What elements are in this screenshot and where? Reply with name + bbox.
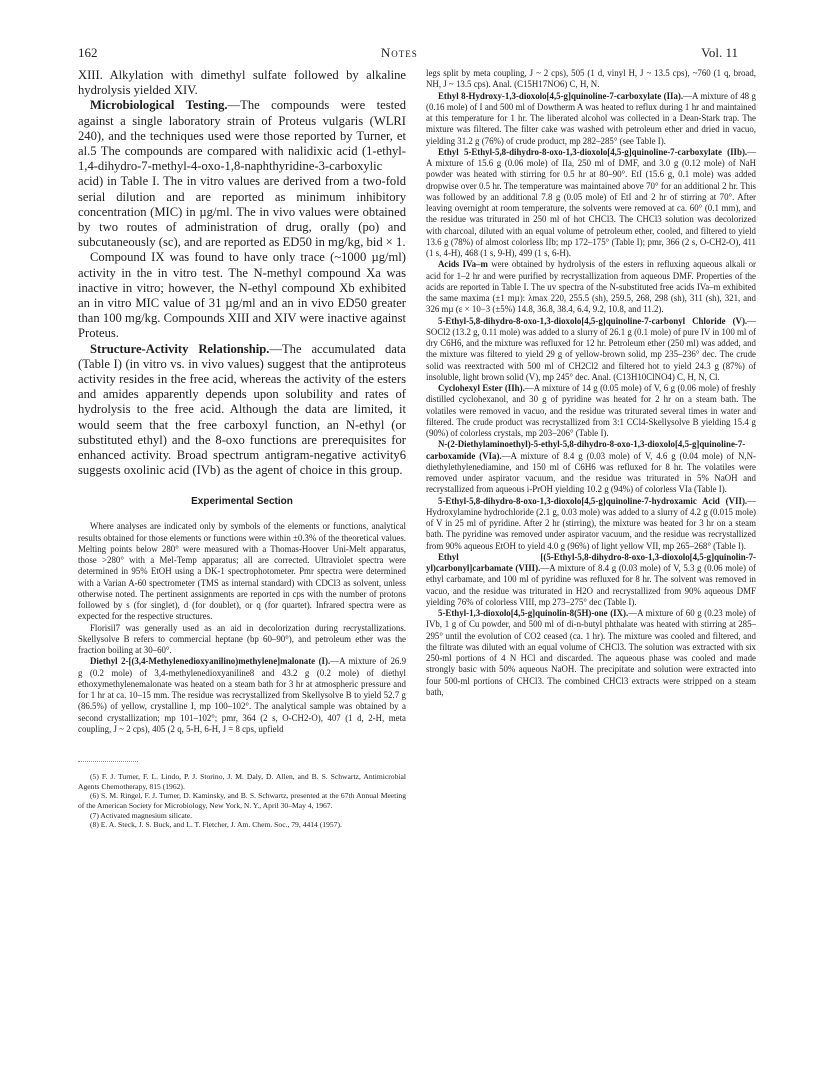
carbamate-body: —A mixture of 8.4 g (0.03 mole) of V, 5.3 g (0.06 mole) of ethyl carbamate, and 100 ml of pyridine was refluxed for 8 hr. The solvent was removed in vacuo, and the residue was triturated in H2O and recrystallized from 90% aqueous DMF yielding 76% of colorless VIII, mp 273–275° dec (Table I). xyxy=(426,563,756,607)
microbiological-testing-paragraph xyxy=(78,98,406,250)
ester-iib-paragraph xyxy=(426,147,756,260)
acids-paragraph xyxy=(426,259,756,315)
carbonyl-chloride-heading: 5-Ethyl-5,8-dihydro-8-oxo-1,3-dioxolo[4,5-g]quinoline-7-carbonyl Chloride (V). xyxy=(438,315,748,326)
carbamate-paragraph xyxy=(426,552,756,608)
diethyl-malonate-paragraph xyxy=(78,656,406,735)
volume-label: Vol. 11 xyxy=(701,45,738,60)
experimental-section-title: Experimental Section xyxy=(191,496,293,508)
acids-heading: Acids IVa–m xyxy=(438,259,488,270)
journal-section: Notes xyxy=(380,45,418,60)
hydroxamic-acid-paragraph xyxy=(426,496,756,552)
cyclohexyl-ester-paragraph xyxy=(426,383,756,439)
microbio-body: —The compounds were tested against a single laboratory strain of Proteus vulgaris (WLRI 240), and the techniques used were those reported by Turner, et al.5 The compounds are compared with nalidixic acid (1-ethyl-1,4-dihydro-7-methyl-4-oxo-1,8-naphthyridine-3-carboxylic acid) in Table I. The in vitro values are derived from a two-fold serial dilution and are reported as minimum inhibitory concentration (MIC) in µg/ml. The in vivo values were obtained by two routes of administration of drug, orally (po) and subcutaneously (sc), and are reported as ED50 in mg/kg, bid × 1. xyxy=(78,98,406,250)
sar-body: —The accumulated data (Table I) (in vitro vs. in vivo values) suggest that the antiproteus activity resides in the free acid, whereas the activity of the esters and amides apparently depends upon solubility and rates of hydrolysis to the free acid. Although the data are limited, it would seem that the free carboxyl function, an N-ethyl (or substituted ethyl) and the 8-oxo functions are prerequisites for enhanced activity. Broad spectrum antigram-negative activity6 suggests oxolinic acid (IVb) as the agent of choice in this group. xyxy=(78,341,406,478)
diethyl-body: —A mixture of 26.9 g (0.2 mole) of 3,4-methylenedioxyaniline8 and 43.2 g (0.2 mole) of diethyl ethoxymethylenemalonate was heated on a steam bath for 3 hr at atmospheric pressure and for 1 hr at ca. 10–15 mm. The residue was recrystallized from Skellysolve B to yield 52.7 g (86.5%) of yellow, crystalline I, mp 100–102°. The analytical sample was obtained by a second crystallization; mp 101–102°; pmr, 364 (2 s, O-CH2-O), 407 (1 d, 2-H, meta coupling, J ~ 2 cps), 405 (2 q, 5-H, 6-H, J = 8 cps, upfield xyxy=(78,656,407,734)
experimental-paragraph-2: Florisil7 was generally used as an aid in decolorization during recrystallizations. Skellysolve B refers to commercial heptane (bp 60–90°), and petroleum ether was the fraction boiling at 30–60°. xyxy=(78,622,406,656)
carbamate-heading: Ethyl [(5-Ethyl-5,8-dihydro-8-oxo-1,3-dioxolo[4,5-g]quinolin-7-yl)carbonyl]carbamate (VIII). xyxy=(426,551,756,573)
intro-paragraph: XIII. Alkylation with dimethyl sulfate followed by alkaline hydrolysis yielded XIV. xyxy=(78,68,406,98)
footnote-6: (6) S. M. Ringel, F. J. Turner, D. Kaminsky, and B. S. Schwartz, presented at the 67th Annual Meeting of the American Society for Microbiology, New York, N. Y., April 30–May 4, 1967. xyxy=(78,791,406,811)
sar-heading: Structure-Activity Relationship. xyxy=(90,341,270,356)
quinolinone-heading: 5-Ethyl-1,3-dioxolo[4,5-g]quinolin-8(5H)-one (IX). xyxy=(438,608,629,618)
quinolinone-body: —A mixture of 60 g (0.23 mole) of IVb, 1 g of Cu powder, and 500 ml of di-n-butyl phthalate was heated with stirring at 285–295° until the evolution of CO2 ceased (ca. 1 hr). The mixture was cooled and filtered, and the filtrate was diluted with an equal volume of CHCl3. The solution was extracted with six 250-ml portions of 4 N HCl and discarded. The aqueous phase was cooled and made strongly basic with 50% aqueous NaOH. The precipitate and solution were extracted into four 500-ml portions of CHCl3. The combined CHCl3 extracts were stripped on a steam bath, xyxy=(426,608,756,697)
footnote-divider xyxy=(78,761,138,762)
right-column xyxy=(426,68,756,698)
left-column xyxy=(78,68,406,830)
cyclohexyl-ester-heading: Cyclohexyl Ester (IIh). xyxy=(438,383,525,393)
ester-iia-heading: Ethyl 8-Hydroxy-1,3-dioxolo[4,5-g]quinoline-7-carboxylate (IIa). xyxy=(438,90,684,101)
experimental-paragraph-1: Where analyses are indicated only by symbols of the elements or functions, analytical results obtained for those elements or functions were within ±0.3% of the theoretical values. Melting points below 280° were measured with a Thomas-Hoover Uni-Melt apparatus, those >280° with a Mel-Temp apparatus; all are corrected. Ultraviolet spectra were determined in 95% EtOH using a DK-1 spectrophotometer. Pmr spectra were determined with a Varian A-60 spectrometer (TMS as internal standard) with CDCl3 as solvent, unless otherwise noted. The pertinent assignments are reported in cps with the number of protons followed by s (for singlet), d (for doublet), or q (for quartet). Infrared spectra were as expected for the respective structures. xyxy=(78,521,406,622)
hydroxamic-acid-body: —Hydroxylamine hydrochloride (2.1 g, 0.03 mole) was added to a slurry of 4.2 g (0.015 mole) of V in 25 ml of pyridine. After 2 hr (stirring), the mixture was heated for 3 hr on a steam bath. The pyridine was removed under aspirator vacuum, and the residue was recrystallized from 90% aqueous EtOH to yield 4.0 g (96%) of light yellow VII, mp 265–268° (Table I). xyxy=(426,495,756,551)
cyclohexyl-ester-body: —A mixture of 14 g (0.05 mole) of V, 6 g (0.06 mole) of freshly distilled cyclohexanol, and 30 g of pyridine was heated for 2 hr on a steam bath. The volatiles were removed in vacuo, and the residue was triturated several times in water and filtered. The crude product was recrystallized from 3:1 CCl4-Skellysolve B yielding 15.4 g (90%) of colorless crystals, mp 203–206° (Table I). xyxy=(426,383,756,438)
ester-iia-body: —A mixture of 48 g (0.16 mole) of I and 500 ml of Dowtherm A was heated to reflux during 1 hr and maintained at this temperature for 1 hr. The liberated alcohol was collected in a Dean-Stark trap. The mixture was filtered. The filter cake was washed with petroleum ether and dried in vacuo, yielding 31.2 g (76%) of crude product, mp 282–285° (see Table I). xyxy=(426,90,756,146)
continued-paragraph: legs split by meta coupling, J ~ 2 cps), 505 (1 d, vinyl H, J ~ 13.5 cps), ~760 (1 q, broad, NH, J ~ 13.5 cps). Anal. (C15H17NO6) C, H, N. xyxy=(426,68,756,90)
carbonyl-chloride-paragraph xyxy=(426,316,756,384)
acids-body: were obtained by hydrolysis of the esters in refluxing aqueous alkali or acid for 1–2 hr and were purified by recrystallization from aqueous DMF. Properties of the acids are reported in Table I. The uv spectra of the N-substituted free acids IVa–m exhibited the same maxima (±1 mµ): λmax 220, 255.5 (sh), 259.5, 268, 298 (sh), 311 (sh), 321, and 326 mµ (ε × 10−3 (±5%) 14.8, 36.8, 38.4, 6.4, 9.2, 10.8, and 11.2). xyxy=(426,259,756,315)
microbio-heading: Microbiological Testing. xyxy=(90,98,228,113)
sar-paragraph xyxy=(78,342,406,479)
ester-iib-body: —A mixture of 15.6 g (0.06 mole) of IIa, 250 ml of DMF, and 3.0 g (0.12 mole) of NaH powder was heated with stirring for 0.5 hr at 80–90°. EtI (15.6 g, 0.1 mole) was added dropwise over 0.5 hr. The temperature was maintained above 70° for an additional 2 hr. This was followed by an additional 7.8 g (0.05 mole) of EtI and 2 hr of stirring at 70°. After leaving overnight at room temperature, the solvents were removed at ca. 60° (0.1 mm), and the residue was triturated in 250 ml of hot CHCl3. The CHCl3 solution was decolorized with charcoal, diluted with an equal volume of petroleum ether, cooled, and filtered to yield 13.6 g (78%) of almost colorless IIb; mp 172–175° (Table I); pmr, 366 (2 s, O-CH2-O), 411 (1 s, 4-H), 468 (1 s, 9-H), 499 (1 s, 6-H). xyxy=(426,146,756,258)
footnotes xyxy=(78,772,406,830)
footnote-7: (7) Activated magnesium silicate. xyxy=(90,810,193,820)
page-header xyxy=(78,45,738,65)
diethyl-heading: Diethyl 2-[(3,4-Methylenedioxyanilino)methylene]malonate (I). xyxy=(90,656,331,667)
footnote-5: (5) F. J. Turner, F. L. Lindo, P. J. Storino, J. M. Daly, D. Allen, and B. S. Schwartz, Antimicrobial Agents Chemotherapy, 815 (1962). xyxy=(78,772,406,791)
carbonyl-chloride-body: —SOCl2 (13.2 g, 0.11 mole) was added to a slurry of 26.1 g (0.1 mole) of pure IV in 100 ml of dry C6H6, and the mixture was refluxed for 12 hr. Petroleum ether (250 ml) was added, and the mixture was filtered to yield 29 g of yellow-brown solid, mp 235–236° dec. The crude solid was reextracted with 500 ml of CH2Cl2 and filtered hot to yield 24.3 g (87%) of insoluble, light brown solid (V), mp 245° dec. Anal. (C13H10ClNO4) C, H, N, Cl. xyxy=(426,315,756,382)
carboxamide-paragraph xyxy=(426,439,756,495)
compound-ix-paragraph: Compound IX was found to have only trace (~1000 µg/ml) activity in the in vitro test. The N-methyl compound Xa was inactive in vitro; however, the N-ethyl compound Xb exhibited an in vitro MIC value of 31 µg/ml and an in vivo ED50 greater than 100 mg/kg. Compounds XIII and XIV were inactive against Proteus. xyxy=(78,250,406,341)
ester-iib-heading: Ethyl 5-Ethyl-5,8-dihydro-8-oxo-1,3-dioxolo[4,5-g]quinoline-7-carboxylate (IIb). xyxy=(438,146,748,157)
quinolinone-paragraph xyxy=(426,608,756,698)
carboxamide-heading: N-(2-Diethylaminoethyl)-5-ethyl-5,8-dihydro-8-oxo-1,3-dioxolo[4,5-g]quinoline-7-carboxamide (VIa). xyxy=(426,439,746,461)
hydroxamic-acid-heading: 5-Ethyl-5,8-dihydro-8-oxo-1,3-dioxolo[4,5-g]quinoline-7-hydroxamic Acid (VII). xyxy=(438,495,748,506)
ester-iia-paragraph xyxy=(426,91,756,147)
page-number: 162 xyxy=(78,45,98,60)
footnote-8: (8) E. A. Steck, J. S. Buck, and L. T. Fletcher, J. Am. Chem. Soc., 79, 4414 (1957). xyxy=(90,820,342,830)
carboxamide-body: —A mixture of 8.4 g (0.03 mole) of V, 4.6 g (0.04 mole) of N,N-diethylethylenediamine, and 150 ml of C6H6 was refluxed for 8 hr. The volatiles were removed under aspirator vacuum, and the residue was triturated in 5% NaOH and recrystallized from aqueous i-PrOH yielding 10.2 g (94%) of colorless VIa (Table I). xyxy=(426,450,756,495)
